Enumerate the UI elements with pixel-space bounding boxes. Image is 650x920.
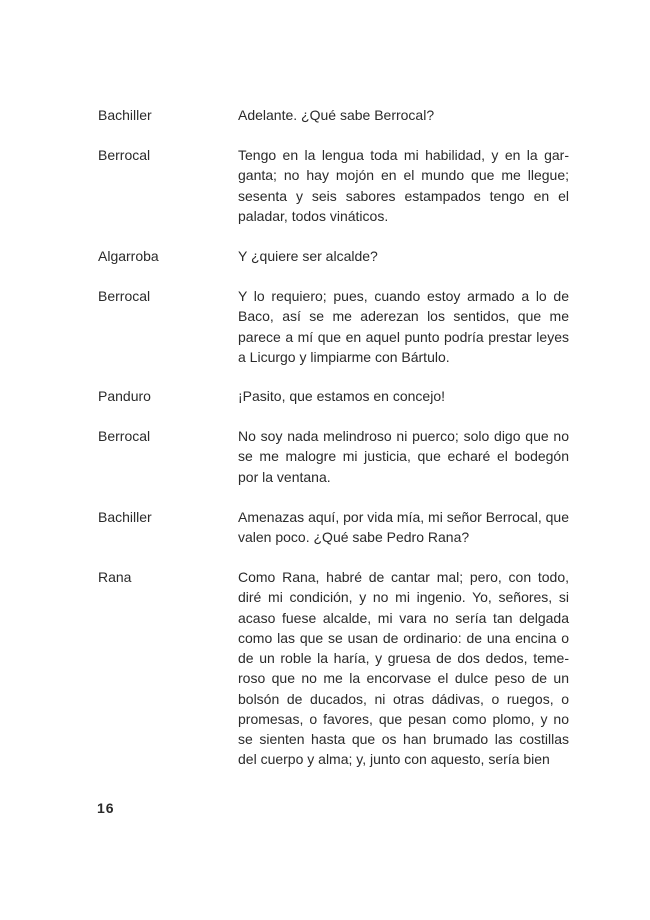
- speech-text: Tengo en la lengua toda mi habilidad, y en la garganta; no hay mojón en el mundo que me llegue; sesenta y seis sabores estampados tengo en el paladar, todos vináticos.: [238, 147, 569, 224]
- speech-text: Como Rana, habré de cantar mal; pero, con todo, diré mi condición, y no mi ingenio. Yo, señores, si acaso fuese alcalde, mi vara no sería tan delgada como las que se usan de ordinario: de una encina o de un roble la haría, y gruesa de dos dedos, temeroso que no me la encorvase el dulce peso de un bolsón de ducados, ni otras dádivas, o ruegos, o promesas, o favores, que pesan como plomo, y no se sienten hasta que os han brumado las costillas del cuerpo y alma; y, junto con aquesto, sería bien: [238, 569, 569, 768]
- speaker-name: Bachiller: [98, 107, 152, 123]
- dialogue-line: [98, 386, 570, 406]
- dialogue-line: [98, 246, 570, 266]
- page-number: 16: [97, 800, 115, 816]
- speaker-name: Algarroba: [98, 248, 159, 264]
- speech-text: No soy nada melindroso ni puerco; solo digo que no se me malogre mi justicia, que echaré el bodegón por la ventana.: [238, 428, 569, 485]
- speech-text: Adelante. ¿Qué sabe Berrocal?: [238, 107, 435, 123]
- speech-text: Y lo requiero; pues, cuando estoy armado a lo de Baco, así se me aderezan los sentidos, que me parece a mí que en aquel punto podría prestar leyes a Licurgo y limpiarme con Bártulo.: [238, 288, 569, 365]
- dialogue-line: [98, 286, 570, 367]
- speaker-name: Panduro: [98, 388, 151, 404]
- dialogue-line: [98, 567, 570, 770]
- speech-text: ¡Pasito, que estamos en concejo!: [238, 388, 446, 404]
- dialogue-line: [98, 426, 570, 487]
- dialogue-line: [98, 145, 570, 226]
- speaker-name: Rana: [98, 569, 132, 585]
- speaker-name: Berrocal: [98, 428, 151, 444]
- speech-text: Y ¿quiere ser alcalde?: [238, 248, 378, 264]
- speaker-name: Bachiller: [98, 509, 152, 525]
- speaker-name: Berrocal: [98, 147, 151, 163]
- speech-text: Amenazas aquí, por vida mía, mi señor Berrocal, que valen poco. ¿Qué sabe Pedro Rana?: [238, 509, 569, 546]
- dialogue-line: [98, 105, 570, 125]
- speaker-name: Berrocal: [98, 288, 151, 304]
- dialogue-line: [98, 507, 570, 548]
